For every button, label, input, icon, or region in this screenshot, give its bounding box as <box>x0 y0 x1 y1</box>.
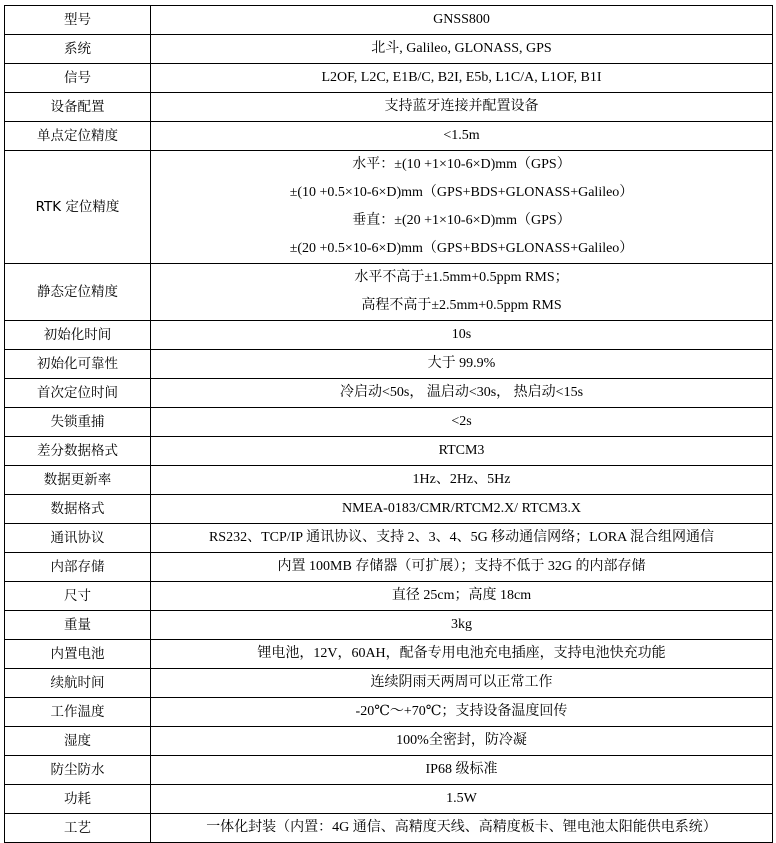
spec-label: 静态定位精度 <box>5 264 151 321</box>
spec-value-line: 高程不高于±2.5mm+0.5ppm RMS <box>361 298 562 313</box>
spec-label: 数据更新率 <box>5 466 151 495</box>
spec-value-line: 100%全密封，防冷凝 <box>396 733 527 748</box>
spec-value-line: 10s <box>451 327 472 342</box>
table-row <box>5 756 773 785</box>
spec-value <box>151 437 773 466</box>
spec-value-line: 支持蓝牙连接并配置设备 <box>384 99 539 114</box>
spec-value <box>151 582 773 611</box>
spec-label: 首次定位时间 <box>5 379 151 408</box>
table-row <box>5 6 773 35</box>
spec-label: 湿度 <box>5 727 151 756</box>
table-row <box>5 35 773 64</box>
spec-label: 失锁重捕 <box>5 408 151 437</box>
spec-value-line: 垂直：±(20 +1×10-6×D)mm（GPS） <box>352 213 571 228</box>
spec-value-line: GNSS800 <box>433 12 490 27</box>
spec-value <box>151 379 773 408</box>
spec-label: 信号 <box>5 64 151 93</box>
spec-value-line: 锂电池，12V，60AH，配备专用电池充电插座，支持电池快充功能 <box>257 646 666 661</box>
table-row <box>5 466 773 495</box>
spec-value-line: <2s <box>451 414 472 429</box>
table-row <box>5 321 773 350</box>
spec-value <box>151 669 773 698</box>
spec-value-line: 水平：±(10 +1×10-6×D)mm（GPS） <box>352 157 571 172</box>
spec-value-line: NMEA-0183/CMR/RTCM2.X/ RTCM3.X <box>341 501 582 516</box>
spec-label: 单点定位精度 <box>5 122 151 151</box>
spec-value-line: IP68 级标准 <box>425 762 498 777</box>
spec-value-line: 北斗, Galileo, GLONASS, GPS <box>371 41 552 56</box>
spec-label: 工艺 <box>5 814 151 843</box>
table-row <box>5 640 773 669</box>
table-row <box>5 122 773 151</box>
spec-value-line: 3kg <box>451 617 472 632</box>
table-row <box>5 524 773 553</box>
spec-value-line: 水平不高于±1.5mm+0.5ppm RMS； <box>354 270 569 285</box>
spec-label: 数据格式 <box>5 495 151 524</box>
spec-value <box>151 785 773 814</box>
spec-value <box>151 35 773 64</box>
table-row <box>5 64 773 93</box>
spec-label: 型号 <box>5 6 151 35</box>
table-row <box>5 698 773 727</box>
spec-label: 初始化可靠性 <box>5 350 151 379</box>
spec-label: 重量 <box>5 611 151 640</box>
spec-label: 尺寸 <box>5 582 151 611</box>
table-row <box>5 408 773 437</box>
spec-value <box>151 727 773 756</box>
spec-value <box>151 466 773 495</box>
spec-value <box>151 495 773 524</box>
spec-value-line: ±(10 +0.5×10-6×D)mm（GPS+BDS+GLONASS+Galileo） <box>289 185 634 200</box>
table-row <box>5 785 773 814</box>
spec-value-line: 1.5W <box>446 791 477 806</box>
table-row <box>5 495 773 524</box>
spec-value <box>151 6 773 35</box>
spec-label: 系统 <box>5 35 151 64</box>
table-row <box>5 264 773 321</box>
spec-value-line: 直径 25cm；高度 18cm <box>391 588 532 603</box>
spec-value-line: 内置 100MB 存储器（可扩展）；支持不低于 32G 的内部存储 <box>277 559 646 574</box>
spec-value <box>151 350 773 379</box>
table-row <box>5 727 773 756</box>
spec-label: RTK 定位精度 <box>5 151 151 264</box>
spec-table <box>4 5 773 843</box>
spec-label: 通讯协议 <box>5 524 151 553</box>
spec-value-line: 一体化封装（内置：4G 通信、高精度天线、高精度板卡、锂电池太阳能供电系统） <box>206 820 717 835</box>
table-row <box>5 350 773 379</box>
spec-value <box>151 64 773 93</box>
table-row <box>5 582 773 611</box>
spec-label: 设备配置 <box>5 93 151 122</box>
table-row <box>5 93 773 122</box>
spec-label: 初始化时间 <box>5 321 151 350</box>
spec-value <box>151 524 773 553</box>
spec-label: 功耗 <box>5 785 151 814</box>
table-row <box>5 611 773 640</box>
table-row <box>5 553 773 582</box>
spec-label: 续航时间 <box>5 669 151 698</box>
spec-value-line: L2OF, L2C, E1B/C, B2I, E5b, L1C/A, L1OF, B1I <box>321 70 602 85</box>
spec-label: 防尘防水 <box>5 756 151 785</box>
spec-value-line: ±(20 +0.5×10-6×D)mm（GPS+BDS+GLONASS+Galileo） <box>289 241 634 256</box>
spec-value-line: 连续阴雨天两周可以正常工作 <box>370 675 553 690</box>
spec-value-line: RTCM3 <box>438 443 485 458</box>
spec-label: 工作温度 <box>5 698 151 727</box>
spec-label: 内置电池 <box>5 640 151 669</box>
spec-value <box>151 698 773 727</box>
table-row <box>5 379 773 408</box>
spec-value-line: 冷启动<50s， 温启动<30s， 热启动<15s <box>339 385 584 400</box>
spec-value <box>151 640 773 669</box>
spec-value <box>151 611 773 640</box>
spec-value <box>151 264 773 321</box>
spec-value-line: <1.5m <box>443 128 480 143</box>
spec-value <box>151 122 773 151</box>
spec-value <box>151 756 773 785</box>
table-row <box>5 437 773 466</box>
spec-value-line: -20℃～+70℃；支持设备温度回传 <box>355 704 568 719</box>
table-row <box>5 814 773 843</box>
spec-value <box>151 814 773 843</box>
spec-value-line: 大于 99.9% <box>427 356 496 371</box>
spec-value <box>151 553 773 582</box>
table-row <box>5 151 773 264</box>
spec-value-line: RS232、TCP/IP 通讯协议、支持 2、3、4、5G 移动通信网络；LORA 混合组网通信 <box>208 530 715 545</box>
spec-value <box>151 321 773 350</box>
spec-value <box>151 408 773 437</box>
table-row <box>5 669 773 698</box>
spec-value-line: 1Hz、2Hz、5Hz <box>412 472 511 487</box>
spec-label: 差分数据格式 <box>5 437 151 466</box>
spec-value <box>151 93 773 122</box>
spec-value <box>151 151 773 264</box>
spec-label: 内部存储 <box>5 553 151 582</box>
